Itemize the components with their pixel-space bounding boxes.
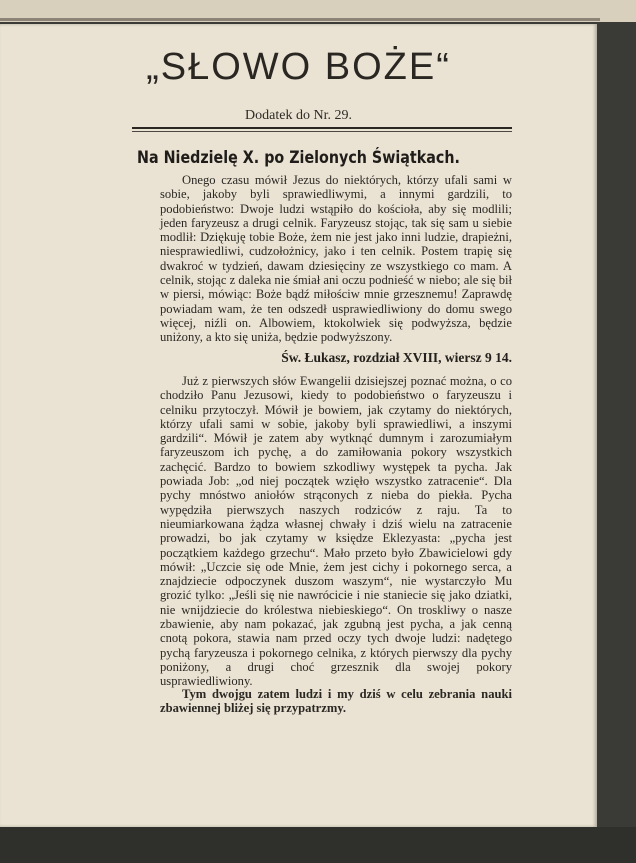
gospel-paragraph: Onego czasu mówił Jezus do niektórych, którzy ufali sami w sobie, jakoby byli sprawiedliwymi, a innymi gardzili, to podobieństwo: Dwoje ludzi wstąpiło do kościoła, aby się modlili; jeden faryzeusz a drugi celnik. Faryzeusz stojąc, tak się sam u siebie modlił: Dziękuję tobie Boże, żem nie jest jako inni ludzie, drapieżni, niesprawiedliwi, cudzołożnicy, jako i ten celnik. Postem trapię się dwakroć w tydzień, dawam dziesięciny ze wszystkiego co mam. A celnik, stojąc z daleka nie śmiał ani oczu podnieść w niebo; ale się bił w piersi, mówiąc: Boże bądź miłościw mnie grzesznemu! Zaprawdę powiadam wam, że ten odszedł usprawiedliwiony do domu swego więcej, niźli on. Albowiem, ktokolwiek się podwyższa, będzie uniżony, a kto się uniża, będzie podwyższony. [160, 173, 512, 345]
page-title: „SŁOWO BOŻE“ [146, 46, 451, 88]
commentary-paragraph: Już z pierwszych słów Ewangelii dzisiejszej poznać można, o co chodziło Panu Jezusowi, kiedy to podobieństwo o faryzeuszu i celniku przytoczył. Mówił je bowiem, jak czytamy do niektórych, którzy ufali sami w sobie, jakoby byli sprawiedliwi, a inszymi gardzili“. Mówił je zatem aby wytknąć dumnym i zarozumiałym faryzeuszom ich pychę, a do zamiłowania pokory wszystkich zachęcić. Bardzo to bowiem szkodliwy występek ta pycha. Jak powiada Job: „od niej początek wzięło wszystko zatracenie“. Dla pychy mnóstwo aniołów strąconych z nieba do piekła. Pycha wypędziła pierwszych naszych rodziców z raju. Ta to nieumiarkowana żądza własnej chwały i dziś wielu na zatracenie prowadzi, bo jak czytamy w księdze Eklezyasta: „pycha jest początkiem każdego grzechu“. Mało przeto było Zbawicielowi gdy mówił: „Uczcie się ode Mnie, żem jest cichy i pokornego serca, a znajdziecie odpoczynek duszom waszym“, nie wystarczyło Mu grozić tylko: „Jeśli się nie nawrócicie i nie staniecie się jako dziatki, nie wnijdziecie do królestwa niebieskiego“. On troskliwy o nasze zbawienie, aby nam pokazać, jak zgubną jest pycha, a jak cenną cnotą pokora, stawia nam przed oczy tych dwoje ludzi: nadętego pychą faryzeusza i pokornego celnika, z których pierwszy dla pychy poniżony, a drugi choć grzesznik dla swojej pokory usprawiedliwiony. [160, 374, 512, 689]
scan-background-right [597, 24, 636, 827]
page-fold-line [0, 18, 600, 21]
scripture-citation: Św. Łukasz, rozdział XVIII, wiersz 9 14. [281, 350, 512, 365]
title-rule [132, 127, 512, 129]
scan-background-bottom [0, 827, 636, 863]
closing-paragraph: Tym dwojgu zatem ludzi i my dziś w celu zebrania nauki zbawiennej bliżej się przypatrzmy. [160, 687, 512, 716]
section-heading: Na Niedzielę X. po Zielonych Świątkach. [137, 148, 460, 168]
title-rule-thin [132, 131, 512, 132]
issue-addendum: Dodatek do Nr. 29. [245, 108, 352, 123]
